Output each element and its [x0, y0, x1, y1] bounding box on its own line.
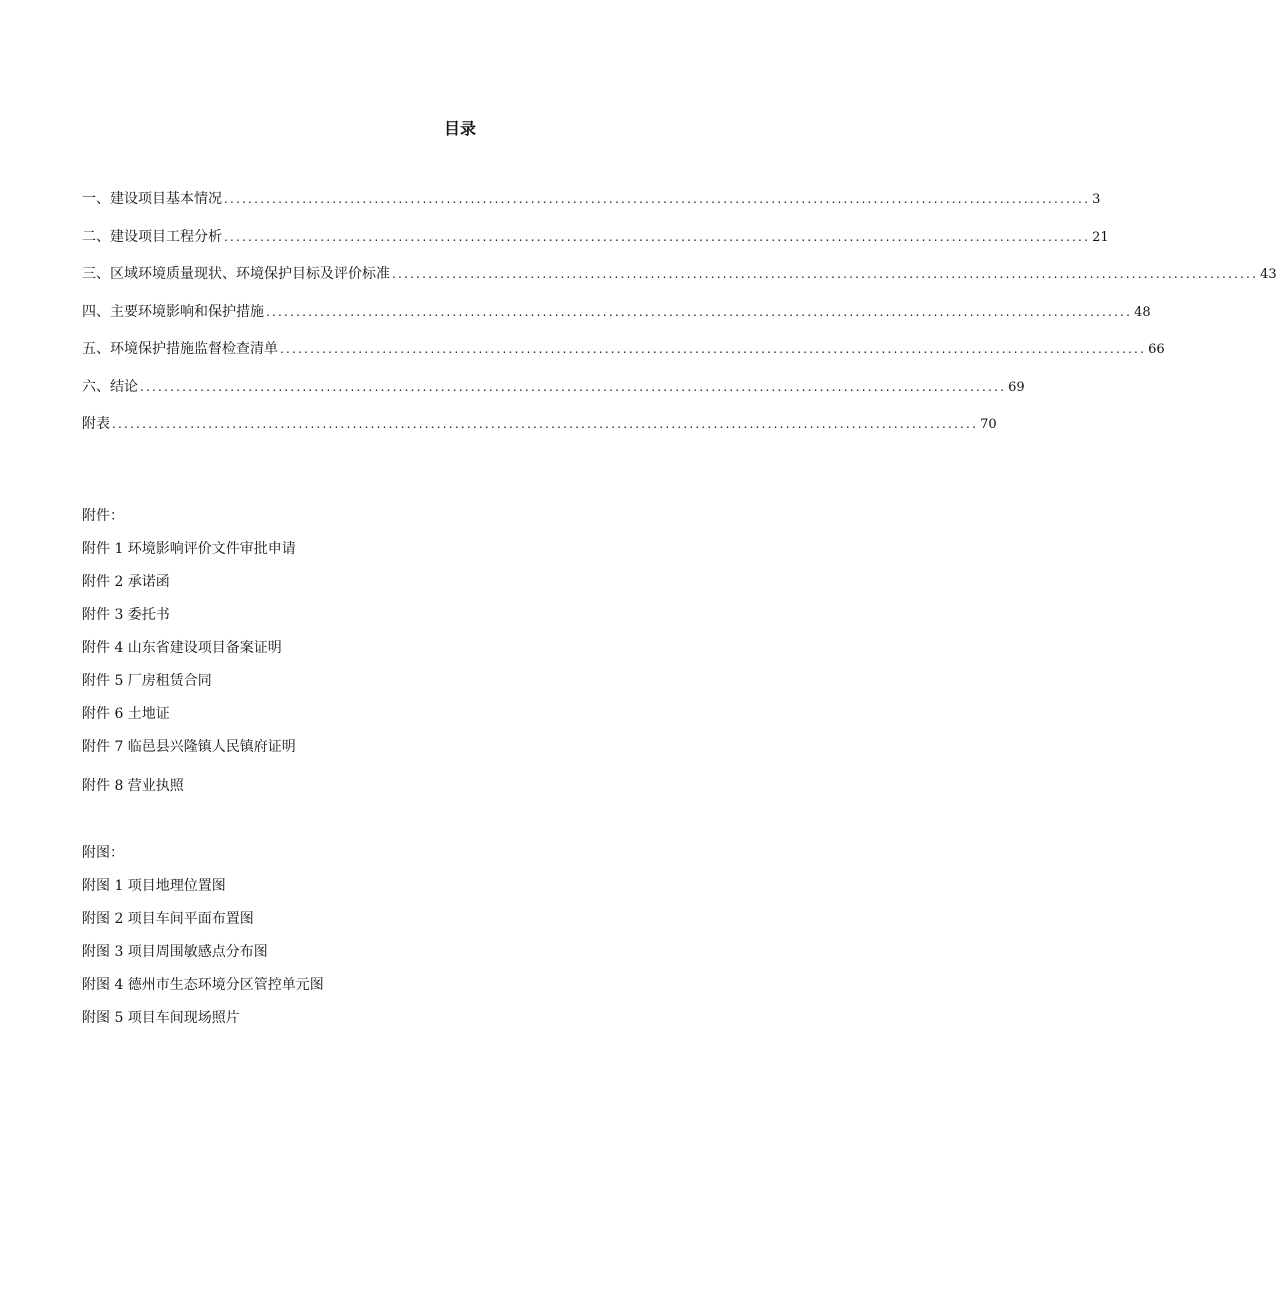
toc-entry-page: 69 — [1008, 379, 1025, 395]
toc-entry[interactable] — [82, 226, 1109, 264]
toc-leader-dots: ................................................................................................................................................ — [224, 192, 1091, 206]
toc-entry-page: 21 — [1092, 229, 1109, 245]
toc-leader-dots: ................................................................................................................................................ — [224, 229, 1091, 244]
toc-entry-label: 一、建设项目基本情况 — [82, 191, 222, 207]
toc-entry[interactable] — [82, 338, 1165, 376]
figures-list — [82, 842, 682, 1040]
toc-entry[interactable] — [82, 301, 1151, 339]
attachment-item: 附件 8 营业执照 — [82, 778, 184, 794]
toc-entry-page: 66 — [1148, 342, 1165, 357]
toc-leader-dots: ................................................................................................................................................ — [266, 304, 1133, 319]
attachments-list — [82, 505, 682, 808]
figure-item: 附图 5 项目车间现场照片 — [82, 1010, 240, 1026]
attachment-item: 附件 2 承诺函 — [82, 574, 170, 590]
toc-leader-dots: ................................................................................................................................................ — [280, 342, 1147, 356]
figure-item: 附图 1 项目地理位置图 — [82, 878, 226, 894]
attachment-item: 附件 1 环境影响评价文件审批申请 — [82, 541, 296, 557]
toc-entry[interactable] — [82, 376, 1025, 414]
toc-entry[interactable] — [82, 188, 1101, 226]
toc-entry-label: 四、主要环境影响和保护措施 — [82, 303, 264, 320]
toc-entry[interactable] — [82, 413, 997, 451]
toc-entry-label: 三、区域环境质量现状、环境保护目标及评价标准 — [82, 266, 390, 282]
attachment-item: 附件 3 委托书 — [82, 607, 170, 623]
toc-leader-dots: ................................................................................................................................................ — [392, 267, 1259, 281]
attachments-heading: 附件： — [82, 508, 124, 524]
toc-entry-page: 3 — [1092, 192, 1101, 207]
table-of-contents — [82, 188, 1277, 451]
toc-entry-page: 43 — [1260, 267, 1277, 282]
toc-title: 目录 — [443, 119, 476, 138]
figure-item: 附图 3 项目周围敏感点分布图 — [82, 944, 268, 960]
toc-entry-label: 二、建设项目工程分析 — [82, 228, 222, 245]
toc-entry-label: 五、环境保护措施监督检查清单 — [82, 341, 278, 357]
toc-leader-dots: ................................................................................................................................................ — [140, 379, 1007, 394]
toc-entry-page: 70 — [980, 417, 997, 432]
figure-item: 附图 4 德州市生态环境分区管控单元图 — [82, 977, 324, 993]
toc-entry-page: 48 — [1134, 304, 1151, 320]
attachment-item: 附件 7 临邑县兴隆镇人民镇府证明 — [82, 739, 296, 755]
toc-entry[interactable] — [82, 263, 1277, 301]
toc-entry-label: 六、结论 — [82, 378, 138, 395]
figure-item: 附图 2 项目车间平面布置图 — [82, 911, 254, 927]
attachment-item: 附件 5 厂房租赁合同 — [82, 673, 212, 689]
attachment-item: 附件 6 土地证 — [82, 706, 170, 722]
toc-entry-label: 附表 — [82, 416, 110, 432]
attachment-item: 附件 4 山东省建设项目备案证明 — [82, 640, 282, 656]
figures-heading: 附图： — [82, 845, 124, 861]
toc-leader-dots: ................................................................................................................................................ — [112, 417, 979, 431]
